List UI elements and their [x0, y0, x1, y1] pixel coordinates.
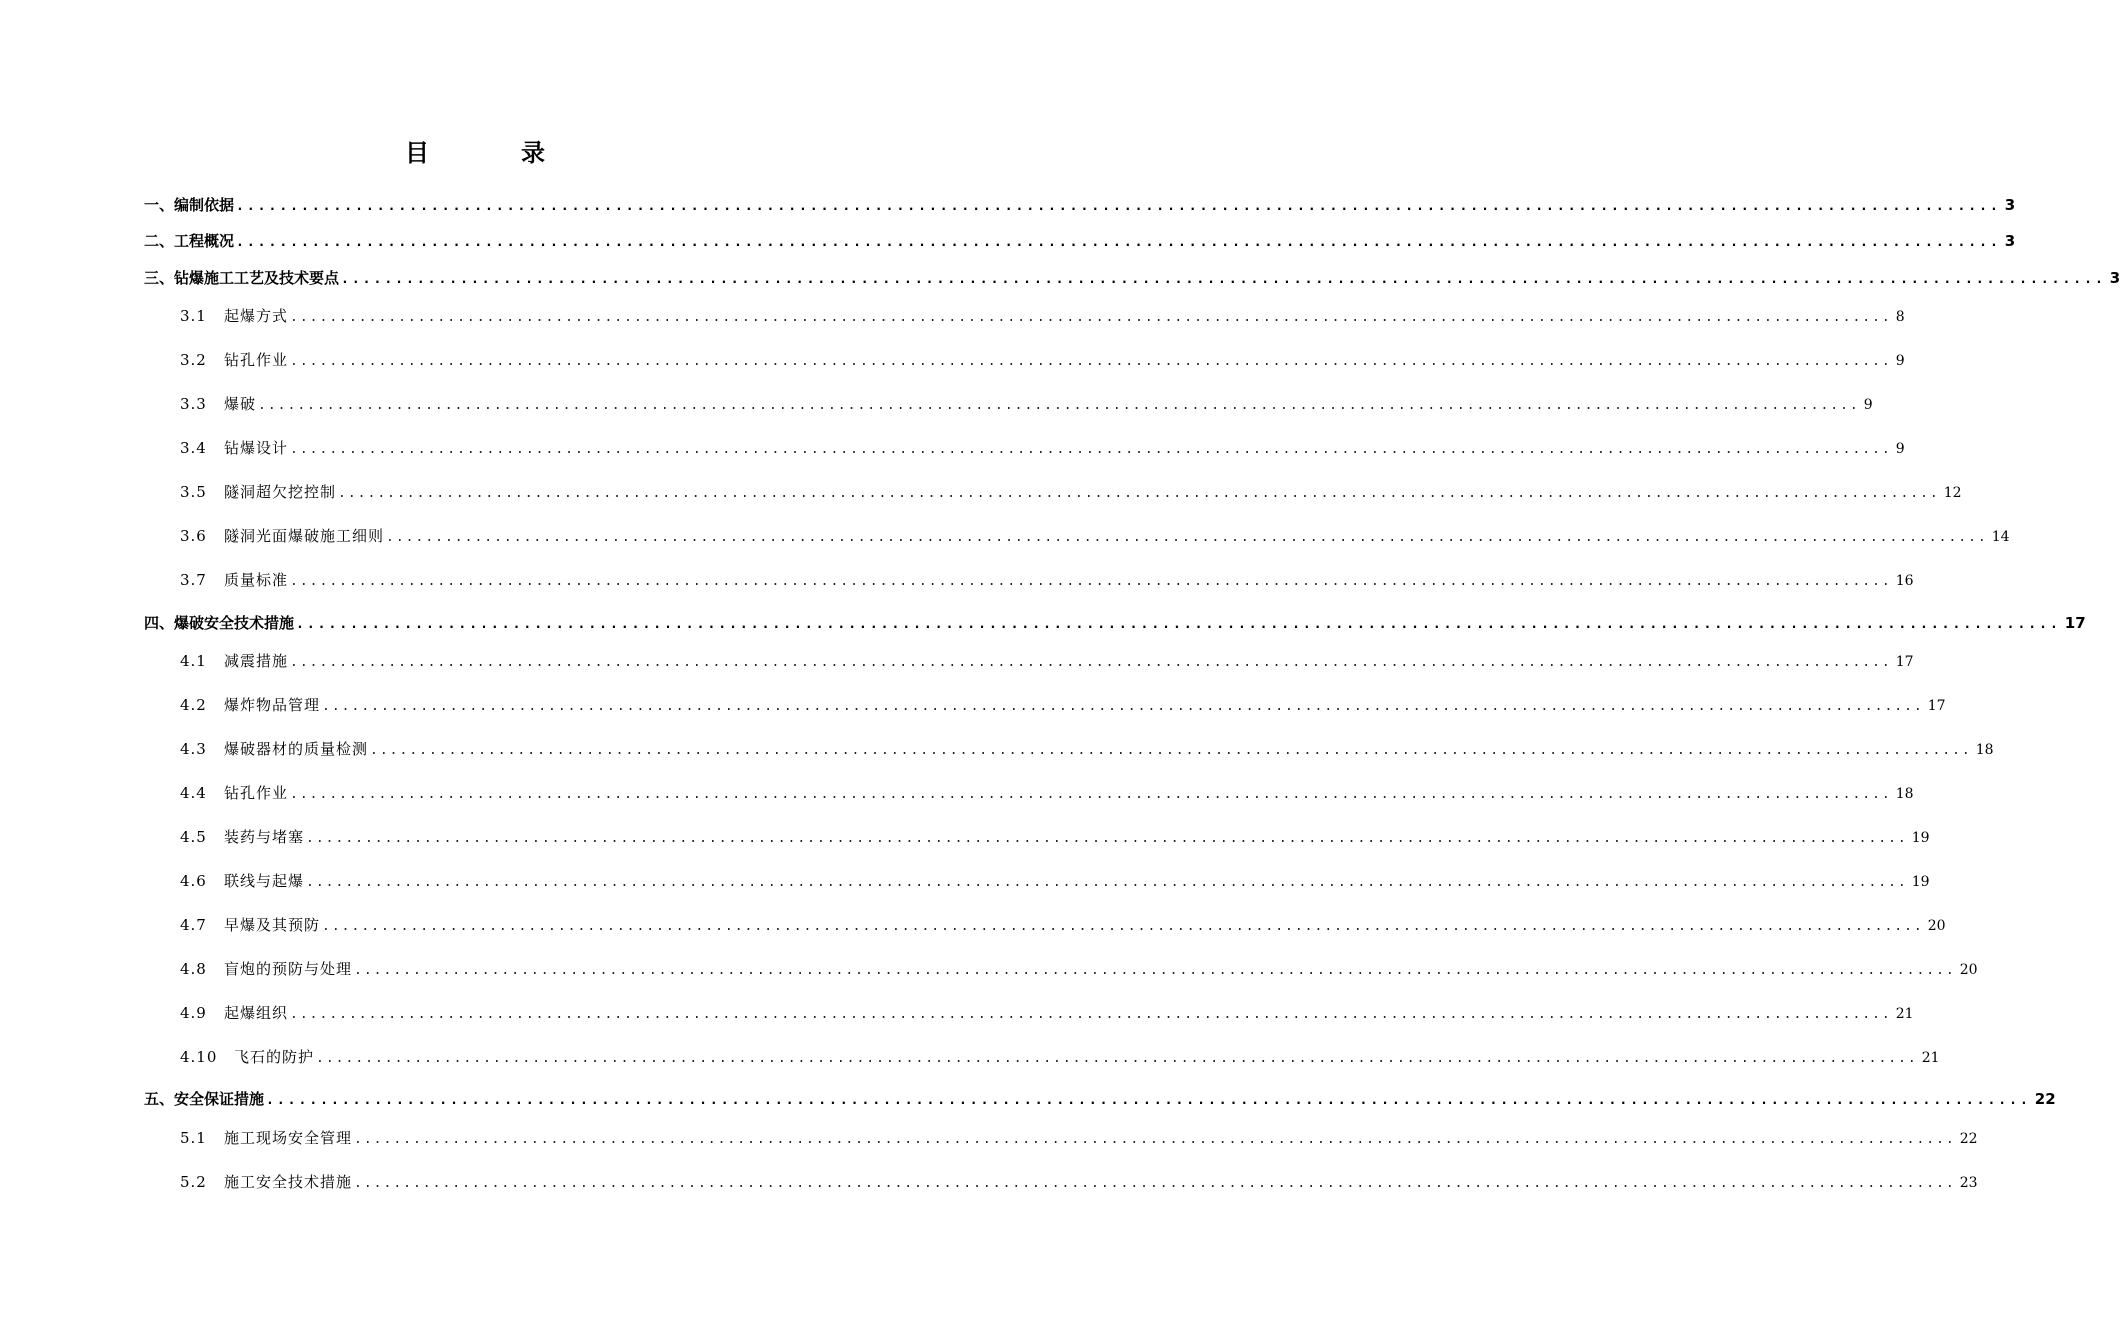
toc-subentry-page: 9	[1895, 353, 1905, 369]
toc-subentry-page: 9	[1895, 441, 1905, 457]
toc-subentry[interactable]	[180, 958, 1978, 982]
toc-subentry[interactable]	[180, 914, 1946, 938]
toc-subentry-label: 钻爆设计	[224, 439, 289, 457]
toc-subentry-label: 隧洞超欠挖控制	[224, 483, 337, 501]
toc-subentry-page: 8	[1895, 309, 1905, 325]
toc-entry-label: 钻爆施工工艺及技术要点	[174, 269, 340, 287]
page-title: 目 录	[405, 139, 579, 167]
toc-subentry-label: 盲炮的预防与处理	[224, 960, 353, 978]
toc-entry-page: 3	[2004, 196, 2016, 214]
toc-entry-page: 3	[2004, 232, 2016, 250]
dot-leader: ...................................................................................................................................................................	[290, 310, 1892, 325]
toc-subentry-page: 19	[1911, 830, 1930, 846]
toc-subentry[interactable]	[180, 305, 1905, 329]
toc-subentry-label: 早爆及其预防	[224, 916, 321, 934]
dot-leader: ...................................................................................................................................................................	[322, 919, 1924, 934]
toc-subentry-number: 4.6	[180, 872, 207, 890]
toc-subentry-page: 14	[1991, 529, 2010, 545]
toc-subentry[interactable]	[180, 481, 1962, 505]
toc-entry[interactable]	[144, 267, 2120, 291]
toc-entry-number: 二、	[144, 232, 175, 250]
toc-subentry-page: 9	[1863, 397, 1873, 413]
dot-leader: ...................................................................................................................................................................	[258, 398, 1860, 413]
toc-subentry-label: 减震措施	[224, 652, 289, 670]
toc-entry-label: 爆破安全技术措施	[174, 614, 295, 632]
toc-subentry[interactable]	[180, 1171, 1978, 1195]
toc-subentry-number: 4.2	[180, 696, 207, 714]
dot-leader: ...................................................................................................................................................................	[290, 787, 1892, 802]
toc-subentry-number: 4.8	[180, 960, 207, 978]
dot-leader: ...................................................................................................................................................................	[290, 574, 1892, 589]
toc-entry-page: 3	[2109, 269, 2120, 287]
toc-subentry-page: 21	[1895, 1006, 1914, 1022]
dot-leader: ...................................................................................................................................................................	[236, 199, 2001, 214]
toc-subentry-label: 起爆组织	[224, 1004, 289, 1022]
dot-leader: ...................................................................................................................................................................	[338, 486, 1940, 501]
toc-subentry-page: 19	[1911, 874, 1930, 890]
toc-subentry-page: 17	[1895, 654, 1914, 670]
toc-subentry-number: 3.4	[180, 439, 207, 457]
toc-entry-page: 17	[2064, 614, 2086, 632]
toc-subentry-label: 质量标准	[224, 571, 289, 589]
toc-subentry-label: 爆破	[224, 395, 257, 413]
toc-subentry-page: 20	[1959, 962, 1978, 978]
toc-subentry-label: 起爆方式	[224, 307, 289, 325]
toc-subentry-label: 施工安全技术措施	[224, 1173, 353, 1191]
toc-entry-label: 工程概况	[174, 232, 235, 250]
toc-subentry-number: 5.2	[180, 1173, 207, 1191]
toc-subentry-number: 3.5	[180, 483, 207, 501]
dot-leader: ...................................................................................................................................................................	[341, 272, 2106, 287]
toc-subentry-label: 爆炸物品管理	[224, 696, 321, 714]
toc-subentry[interactable]	[180, 569, 1914, 593]
toc-subentry-number: 3.7	[180, 571, 207, 589]
toc-subentry[interactable]	[180, 1002, 1914, 1026]
toc-subentry[interactable]	[180, 694, 1946, 718]
toc-subentry-page: 21	[1921, 1050, 1940, 1066]
toc-subentry-number: 3.3	[180, 395, 207, 413]
toc-entry-label: 安全保证措施	[174, 1090, 265, 1108]
toc-subentry[interactable]	[180, 782, 1914, 806]
toc-subentry-number: 4.5	[180, 828, 207, 846]
toc-entry-number: 四、	[144, 614, 175, 632]
toc-entry[interactable]	[144, 230, 2016, 254]
toc-entry[interactable]	[144, 612, 2086, 636]
dot-leader: ...................................................................................................................................................................	[290, 354, 1892, 369]
toc-subentry-number: 3.2	[180, 351, 207, 369]
toc-subentry-label: 钻孔作业	[224, 784, 289, 802]
toc-entry[interactable]	[144, 194, 2016, 218]
toc-subentry[interactable]	[180, 349, 1905, 373]
toc-subentry[interactable]	[180, 826, 1930, 850]
dot-leader: ...................................................................................................................................................................	[316, 1051, 1918, 1066]
dot-leader: ...................................................................................................................................................................	[322, 699, 1924, 714]
toc-subentry-page: 18	[1975, 742, 1994, 758]
toc-subentry-number: 3.1	[180, 307, 207, 325]
toc-subentry-number: 4.3	[180, 740, 207, 758]
toc-subentry-label: 飞石的防护	[234, 1048, 315, 1066]
dot-leader: ...................................................................................................................................................................	[370, 743, 1972, 758]
dot-leader: ...................................................................................................................................................................	[306, 831, 1908, 846]
toc-subentry-page: 12	[1943, 485, 1962, 501]
toc-subentry-number: 4.10	[180, 1048, 218, 1066]
toc-subentry[interactable]	[180, 870, 1930, 894]
toc-subentry-label: 隧洞光面爆破施工细则	[224, 527, 385, 545]
toc-entry[interactable]	[144, 1088, 2056, 1112]
dot-leader: ...................................................................................................................................................................	[306, 875, 1908, 890]
toc-subentry-number: 5.1	[180, 1129, 207, 1147]
dot-leader: ...................................................................................................................................................................	[354, 1176, 1956, 1191]
toc-entry-label: 编制依据	[174, 196, 235, 214]
toc-entry-page: 22	[2034, 1090, 2056, 1108]
dot-leader: ...................................................................................................................................................................	[296, 617, 2061, 632]
toc-subentry[interactable]	[180, 393, 1873, 417]
dot-leader: ...................................................................................................................................................................	[290, 442, 1892, 457]
toc-subentry-number: 4.9	[180, 1004, 207, 1022]
toc-subentry-page: 22	[1959, 1131, 1978, 1147]
toc-subentry-label: 爆破器材的质量检测	[224, 740, 369, 758]
toc-subentry-page: 18	[1895, 786, 1914, 802]
toc-subentry-label: 装药与堵塞	[224, 828, 305, 846]
toc-subentry-page: 16	[1895, 573, 1914, 589]
toc-subentry[interactable]	[180, 1127, 1978, 1151]
toc-subentry-page: 17	[1927, 698, 1946, 714]
dot-leader: ...................................................................................................................................................................	[386, 530, 1988, 545]
toc-subentry-label: 钻孔作业	[224, 351, 289, 369]
toc-subentry-number: 3.6	[180, 527, 207, 545]
toc-entry-number: 五、	[144, 1090, 175, 1108]
toc-subentry-label: 施工现场安全管理	[224, 1129, 353, 1147]
toc-subentry-page: 20	[1927, 918, 1946, 934]
dot-leader: ...................................................................................................................................................................	[236, 235, 2001, 250]
toc-entry-number: 一、	[144, 196, 175, 214]
toc-subentry-number: 4.1	[180, 652, 207, 670]
toc-subentry[interactable]	[180, 437, 1905, 461]
toc-subentry-page: 23	[1959, 1175, 1978, 1191]
toc-subentry-number: 4.7	[180, 916, 207, 934]
dot-leader: ...................................................................................................................................................................	[354, 963, 1956, 978]
dot-leader: ...................................................................................................................................................................	[290, 655, 1892, 670]
toc-subentry[interactable]	[180, 525, 2010, 549]
toc-subentry-number: 4.4	[180, 784, 207, 802]
dot-leader: ...................................................................................................................................................................	[354, 1132, 1956, 1147]
dot-leader: ...................................................................................................................................................................	[290, 1007, 1892, 1022]
toc-subentry[interactable]	[180, 1046, 1940, 1070]
toc-subentry-label: 联线与起爆	[224, 872, 305, 890]
dot-leader: ...................................................................................................................................................................	[266, 1093, 2031, 1108]
toc-subentry[interactable]	[180, 650, 1914, 674]
toc-entry-number: 三、	[144, 269, 175, 287]
toc-subentry[interactable]	[180, 738, 1994, 762]
